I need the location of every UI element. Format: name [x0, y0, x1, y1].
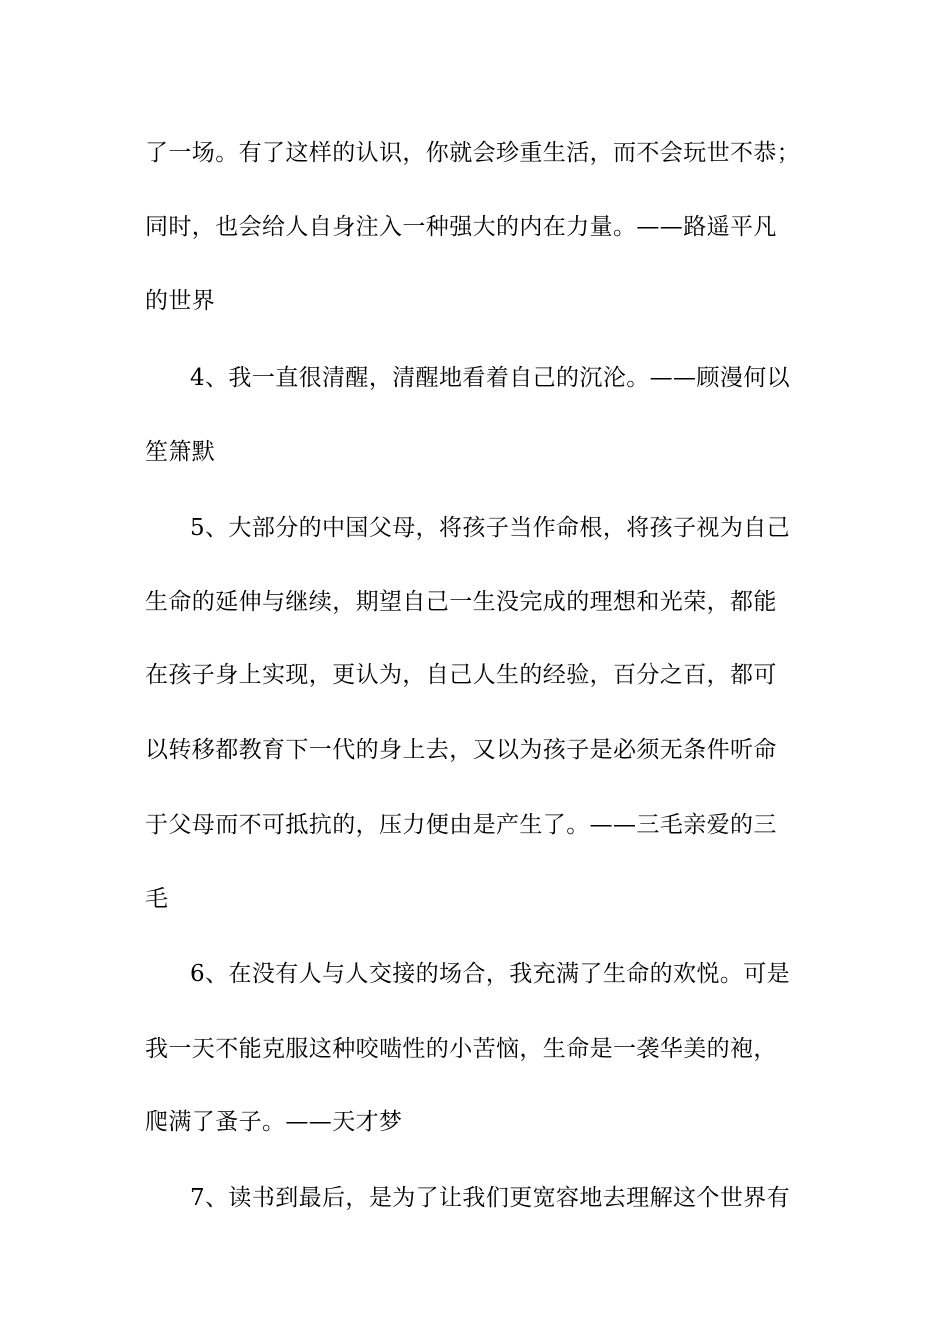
text-line: 了一场。有了这样的认识，你就会珍重生活，而不会玩世不恭；	[145, 140, 801, 166]
text-line: 5、大部分的中国父母，将孩子当作命根，将孩子视为自己	[190, 515, 791, 541]
text-line: 于父母而不可抵抗的，压力便由是产生了。——三毛亲爱的三	[145, 812, 777, 838]
text-line: 爬满了蚤子。——天才梦	[145, 1109, 403, 1135]
text-line: 以转移都教育下一代的身上去，又以为孩子是必须无条件听命	[145, 737, 777, 763]
text-line: 在孩子身上实现，更认为，自己人生的经验，百分之百，都可	[145, 662, 777, 688]
text-line: 笙箫默	[145, 439, 216, 465]
text-line: 的世界	[145, 288, 216, 314]
text-line: 我一天不能克服这种咬啮性的小苦恼，生命是一袭华美的袍，	[145, 1036, 777, 1062]
text-line: 7、读书到最后，是为了让我们更宽容地去理解这个世界有	[190, 1185, 791, 1211]
text-line: 同时，也会给人自身注入一种强大的内在力量。——路遥平凡	[145, 214, 777, 240]
text-line: 毛	[145, 886, 169, 912]
text-line: 生命的延伸与继续，期望自己一生没完成的理想和光荣，都能	[145, 589, 777, 615]
text-line: 6、在没有人与人交接的场合，我充满了生命的欢悦。可是	[190, 961, 791, 987]
text-line: 4、我一直很清醒，清醒地看着自己的沉沦。——顾漫何以	[190, 365, 791, 391]
